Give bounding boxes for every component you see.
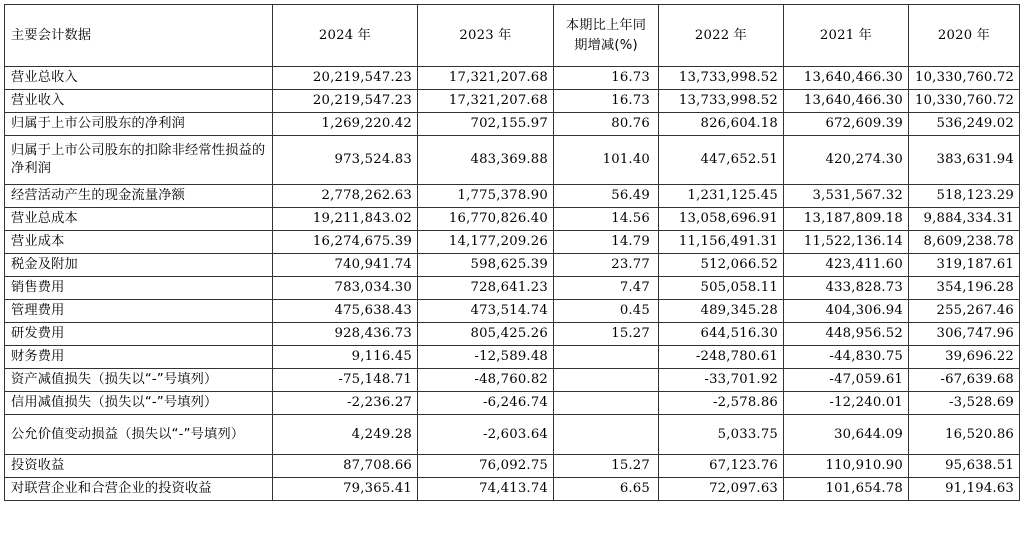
change-percent: 14.79 <box>554 231 659 254</box>
value-2021: 30,644.09 <box>784 415 909 455</box>
value-2021: 13,640,466.30 <box>784 90 909 113</box>
row-label: 公允价值变动损益（损失以“-”号填列） <box>5 415 273 455</box>
value-2020: 354,196.28 <box>909 277 1020 300</box>
change-percent: 15.27 <box>554 455 659 478</box>
change-percent: 0.45 <box>554 300 659 323</box>
value-2020: 319,187.61 <box>909 254 1020 277</box>
change-percent <box>554 415 659 455</box>
value-2022: -33,701.92 <box>659 369 784 392</box>
value-2022: 13,733,998.52 <box>659 67 784 90</box>
value-2021: -47,059.61 <box>784 369 909 392</box>
value-2021: -44,830.75 <box>784 346 909 369</box>
value-2021: 423,411.60 <box>784 254 909 277</box>
value-2024: 19,211,843.02 <box>273 208 418 231</box>
value-2023: -2,603.64 <box>418 415 554 455</box>
row-label: 归属于上市公司股东的净利润 <box>5 113 273 136</box>
table-row <box>5 136 1020 185</box>
change-percent: 16.73 <box>554 90 659 113</box>
value-2024: 740,941.74 <box>273 254 418 277</box>
row-label: 营业收入 <box>5 90 273 113</box>
value-2021: -12,240.01 <box>784 392 909 415</box>
value-2024: 783,034.30 <box>273 277 418 300</box>
change-percent: 16.73 <box>554 67 659 90</box>
header-2023: 2023 年 <box>418 5 554 67</box>
value-2023: -48,760.82 <box>418 369 554 392</box>
value-2020: -3,528.69 <box>909 392 1020 415</box>
change-percent: 6.65 <box>554 478 659 501</box>
change-percent: 23.77 <box>554 254 659 277</box>
value-2024: 928,436.73 <box>273 323 418 346</box>
change-percent: 56.49 <box>554 185 659 208</box>
value-2020: 9,884,334.31 <box>909 208 1020 231</box>
row-label: 营业总收入 <box>5 67 273 90</box>
value-2023: 74,413.74 <box>418 478 554 501</box>
value-2024: 87,708.66 <box>273 455 418 478</box>
value-2022: -248,780.61 <box>659 346 784 369</box>
value-2023: -6,246.74 <box>418 392 554 415</box>
row-label: 资产减值损失（损失以“-”号填列） <box>5 369 273 392</box>
value-2022: 1,231,125.45 <box>659 185 784 208</box>
change-percent <box>554 346 659 369</box>
value-2021: 13,640,466.30 <box>784 67 909 90</box>
table-row <box>5 455 1020 478</box>
value-2021: 404,306.94 <box>784 300 909 323</box>
change-percent <box>554 392 659 415</box>
value-2020: 95,638.51 <box>909 455 1020 478</box>
value-2021: 13,187,809.18 <box>784 208 909 231</box>
header-2021: 2021 年 <box>784 5 909 67</box>
table-row <box>5 254 1020 277</box>
value-2023: 17,321,207.68 <box>418 67 554 90</box>
table-row <box>5 208 1020 231</box>
value-2023: 728,641.23 <box>418 277 554 300</box>
header-2020: 2020 年 <box>909 5 1020 67</box>
table-row <box>5 185 1020 208</box>
header-2022: 2022 年 <box>659 5 784 67</box>
value-2023: 14,177,209.26 <box>418 231 554 254</box>
value-2022: 505,058.11 <box>659 277 784 300</box>
value-2020: 39,696.22 <box>909 346 1020 369</box>
value-2021: 3,531,567.32 <box>784 185 909 208</box>
value-2023: 805,425.26 <box>418 323 554 346</box>
value-2023: 473,514.74 <box>418 300 554 323</box>
row-label: 投资收益 <box>5 455 273 478</box>
value-2022: 644,516.30 <box>659 323 784 346</box>
value-2024: 20,219,547.23 <box>273 90 418 113</box>
header-label: 主要会计数据 <box>5 5 273 67</box>
row-label: 税金及附加 <box>5 254 273 277</box>
table-row <box>5 415 1020 455</box>
value-2023: 598,625.39 <box>418 254 554 277</box>
value-2021: 420,274.30 <box>784 136 909 185</box>
row-label: 营业总成本 <box>5 208 273 231</box>
value-2024: 9,116.45 <box>273 346 418 369</box>
table-row <box>5 369 1020 392</box>
value-2024: 4,249.28 <box>273 415 418 455</box>
value-2023: 1,775,378.90 <box>418 185 554 208</box>
value-2024: -75,148.71 <box>273 369 418 392</box>
value-2024: 79,365.41 <box>273 478 418 501</box>
row-label: 研发费用 <box>5 323 273 346</box>
value-2020: -67,639.68 <box>909 369 1020 392</box>
value-2024: 2,778,262.63 <box>273 185 418 208</box>
table-row <box>5 231 1020 254</box>
value-2022: 512,066.52 <box>659 254 784 277</box>
value-2023: 17,321,207.68 <box>418 90 554 113</box>
value-2024: 20,219,547.23 <box>273 67 418 90</box>
row-label: 财务费用 <box>5 346 273 369</box>
row-label: 信用减值损失（损失以“-”号填列） <box>5 392 273 415</box>
value-2020: 518,123.29 <box>909 185 1020 208</box>
table-row <box>5 346 1020 369</box>
value-2021: 433,828.73 <box>784 277 909 300</box>
table-row <box>5 478 1020 501</box>
change-percent: 7.47 <box>554 277 659 300</box>
value-2020: 16,520.86 <box>909 415 1020 455</box>
table-row <box>5 323 1020 346</box>
value-2023: 702,155.97 <box>418 113 554 136</box>
change-percent <box>554 369 659 392</box>
value-2022: 13,058,696.91 <box>659 208 784 231</box>
value-2020: 255,267.46 <box>909 300 1020 323</box>
change-percent: 101.40 <box>554 136 659 185</box>
row-label: 营业成本 <box>5 231 273 254</box>
header-row <box>5 5 1020 67</box>
value-2021: 110,910.90 <box>784 455 909 478</box>
value-2022: 5,033.75 <box>659 415 784 455</box>
value-2023: 483,369.88 <box>418 136 554 185</box>
value-2021: 101,654.78 <box>784 478 909 501</box>
table-row <box>5 67 1020 90</box>
value-2020: 10,330,760.72 <box>909 90 1020 113</box>
change-percent: 14.56 <box>554 208 659 231</box>
value-2023: -12,589.48 <box>418 346 554 369</box>
row-label: 经营活动产生的现金流量净额 <box>5 185 273 208</box>
table-row <box>5 277 1020 300</box>
table-row <box>5 113 1020 136</box>
change-percent: 80.76 <box>554 113 659 136</box>
value-2022: -2,578.86 <box>659 392 784 415</box>
header-2024: 2024 年 <box>273 5 418 67</box>
value-2022: 13,733,998.52 <box>659 90 784 113</box>
value-2020: 10,330,760.72 <box>909 67 1020 90</box>
value-2024: 973,524.83 <box>273 136 418 185</box>
value-2022: 11,156,491.31 <box>659 231 784 254</box>
value-2020: 383,631.94 <box>909 136 1020 185</box>
value-2022: 67,123.76 <box>659 455 784 478</box>
value-2021: 672,609.39 <box>784 113 909 136</box>
value-2022: 72,097.63 <box>659 478 784 501</box>
value-2024: 475,638.43 <box>273 300 418 323</box>
table-row <box>5 392 1020 415</box>
value-2023: 16,770,826.40 <box>418 208 554 231</box>
value-2020: 91,194.63 <box>909 478 1020 501</box>
table-row <box>5 90 1020 113</box>
value-2020: 306,747.96 <box>909 323 1020 346</box>
value-2022: 489,345.28 <box>659 300 784 323</box>
row-label: 对联营企业和合营企业的投资收益 <box>5 478 273 501</box>
value-2020: 8,609,238.78 <box>909 231 1020 254</box>
value-2024: 16,274,675.39 <box>273 231 418 254</box>
financial-data-table <box>4 4 1020 501</box>
table-row <box>5 300 1020 323</box>
change-percent: 15.27 <box>554 323 659 346</box>
value-2023: 76,092.75 <box>418 455 554 478</box>
value-2022: 447,652.51 <box>659 136 784 185</box>
row-label: 归属于上市公司股东的扣除非经常性损益的净利润 <box>5 136 273 185</box>
value-2024: 1,269,220.42 <box>273 113 418 136</box>
value-2021: 448,956.52 <box>784 323 909 346</box>
header-change: 本期比上年同期增减(%) <box>554 5 659 67</box>
value-2020: 536,249.02 <box>909 113 1020 136</box>
row-label: 销售费用 <box>5 277 273 300</box>
value-2024: -2,236.27 <box>273 392 418 415</box>
row-label: 管理费用 <box>5 300 273 323</box>
value-2022: 826,604.18 <box>659 113 784 136</box>
value-2021: 11,522,136.14 <box>784 231 909 254</box>
